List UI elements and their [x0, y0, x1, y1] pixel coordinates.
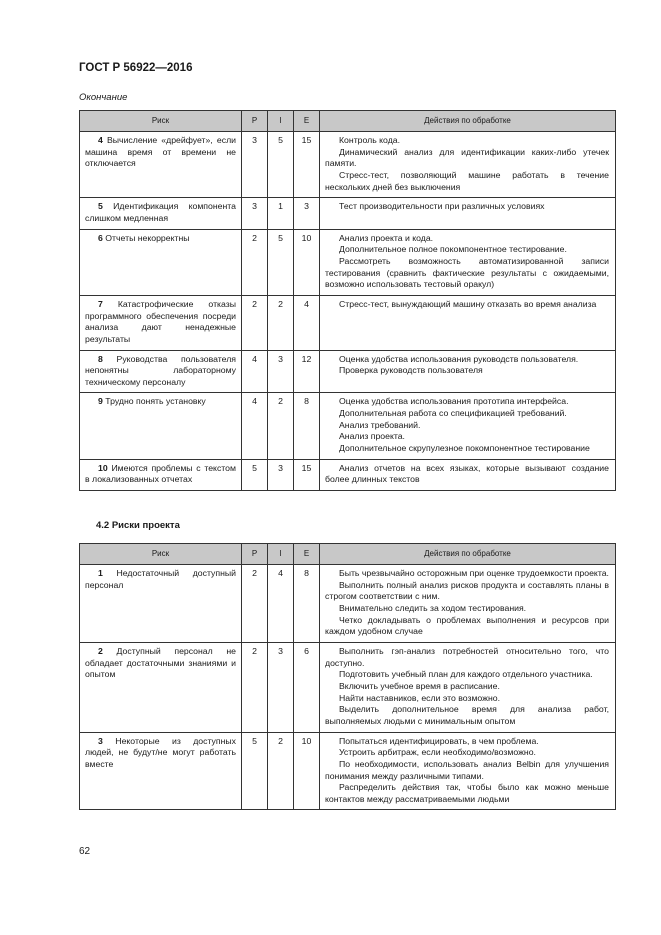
risk-number: 9 — [98, 396, 103, 407]
risk-text: Доступный персонал не обладает достаточными знаниями и опытом — [85, 645, 236, 680]
risk-number: 3 — [98, 735, 103, 746]
risk-text: Руководства пользователя непонятны лабораторному техническому персоналу — [85, 353, 236, 387]
risk-cell — [80, 198, 242, 229]
table-row — [80, 295, 616, 350]
action-item: Динамический анализ для идентификации каких-либо утечек памяти. — [325, 146, 609, 169]
action-item: Выполнить гэп-анализ потребностей относительно того, что доступно. — [325, 645, 609, 668]
value-e: 10 — [294, 229, 320, 295]
table-row — [80, 642, 616, 732]
header-i: I — [268, 544, 294, 565]
risk-cell — [80, 565, 242, 643]
value-p: 4 — [242, 350, 268, 393]
action-item: Оценка удобства использования прототипа интерфейса. — [339, 396, 569, 407]
risk-number: 5 — [98, 201, 103, 212]
table-continuation-caption: Окончание — [79, 92, 128, 103]
action-item: Распределить действия так, чтобы было как можно меньше контактов между рассматриваемыми людьми — [325, 782, 609, 804]
actions-cell — [320, 350, 616, 393]
action-item: Выделить дополнительное время для анализа работ, выполняемых людьми с минимальным опытом — [325, 704, 609, 726]
value-e: 8 — [294, 565, 320, 643]
actions-cell — [320, 132, 616, 198]
value-i: 4 — [268, 565, 294, 643]
risk-cell — [80, 229, 242, 295]
risk-cell — [80, 350, 242, 393]
value-p: 5 — [242, 459, 268, 490]
value-p: 2 — [242, 229, 268, 295]
value-e: 10 — [294, 732, 320, 810]
section-title: 4.2 Риски проекта — [96, 520, 180, 531]
action-item: Подготовить учебный план для каждого отдельного участника. — [339, 669, 593, 680]
value-i: 3 — [268, 642, 294, 732]
action-item: Попытаться идентифицировать, в чем проблема. — [339, 735, 539, 746]
action-item: Проверка руководств пользователя — [339, 365, 483, 376]
header-risk: Риск — [80, 111, 242, 132]
value-i: 5 — [268, 132, 294, 198]
value-i: 2 — [268, 393, 294, 459]
value-e: 15 — [294, 132, 320, 198]
actions-cell — [320, 565, 616, 643]
action-item: Найти наставников, если это возможно. — [339, 692, 501, 703]
action-item: Анализ отчетов на всех языках, которые вызывают создание более длинных текстов — [325, 462, 609, 485]
risk-cell — [80, 459, 242, 490]
header-actions: Действия по обработке — [320, 544, 616, 565]
action-item: Дополнительная работа со спецификацией требований. — [339, 408, 567, 419]
action-item: Устроить арбитраж, если необходимо/возможно. — [339, 747, 536, 758]
risk-text: Некоторые из доступных людей, не будут/не могут работать вместе — [85, 735, 236, 769]
risk-cell — [80, 132, 242, 198]
table-row — [80, 565, 616, 643]
risk-cell — [80, 642, 242, 732]
actions-cell — [320, 732, 616, 810]
risk-cell — [80, 732, 242, 810]
header-p: P — [242, 544, 268, 565]
action-item: Выполнить полный анализ рисков продукта и составлять планы в строгом соответствии с ним. — [325, 579, 609, 602]
risk-number: 4 — [98, 135, 103, 145]
value-p: 4 — [242, 393, 268, 459]
action-item: Рассмотреть возможность автоматизированной записи тестирования (сравнить фактические результаты с ожидаемыми, возможно использовать тестовый оракул) — [325, 255, 609, 290]
table-row — [80, 393, 616, 459]
risk-text: Имеются проблемы с текстом в локализованных отчетах — [85, 462, 236, 485]
page-number: 62 — [79, 846, 91, 857]
action-item: Контроль кода. — [339, 135, 401, 145]
risk-text: Отчеты некорректны — [105, 232, 190, 243]
actions-cell — [320, 198, 616, 229]
value-i: 2 — [268, 732, 294, 810]
action-item: Анализ требований. — [339, 419, 421, 430]
action-item: Включить учебное время в расписание. — [339, 680, 500, 691]
value-e: 12 — [294, 350, 320, 393]
risk-number: 8 — [98, 353, 103, 364]
table-header-row — [80, 111, 616, 132]
action-item: Четко докладывать о проблемах выполнения и ресурсов при каждом удобном случае — [325, 614, 609, 637]
table-row — [80, 459, 616, 490]
actions-cell — [320, 229, 616, 295]
table-row — [80, 198, 616, 229]
action-item: Внимательно следить за ходом тестирования. — [339, 602, 527, 613]
risk-text: Идентификация компонента слишком медленная — [85, 201, 236, 223]
action-item: Оценка удобства использования руководств пользователя. — [339, 353, 579, 364]
action-item: Дополнительное полное покомпонентное тестирование. — [339, 244, 567, 255]
header-i: I — [268, 111, 294, 132]
risk-number: 1 — [98, 568, 103, 578]
action-item: Стресс-тест, позволяющий машине работать в течение нескольких дней без выключения — [325, 169, 609, 192]
header-e: E — [294, 544, 320, 565]
actions-cell — [320, 459, 616, 490]
risk-number: 2 — [98, 645, 103, 656]
product-risks-table — [79, 110, 616, 491]
risk-number: 6 — [98, 232, 103, 243]
header-risk: Риск — [80, 544, 242, 565]
value-p: 5 — [242, 732, 268, 810]
risk-number: 7 — [98, 298, 103, 309]
value-e: 8 — [294, 393, 320, 459]
table-row — [80, 132, 616, 198]
value-i: 3 — [268, 350, 294, 393]
project-risks-table — [79, 543, 616, 810]
action-item: Анализ проекта. — [339, 431, 405, 442]
table-row — [80, 732, 616, 810]
value-e: 4 — [294, 295, 320, 350]
document-header: ГОСТ Р 56922—2016 — [79, 62, 193, 74]
actions-cell — [320, 642, 616, 732]
table-row — [80, 229, 616, 295]
action-item: Стресс-тест, вынуждающий машину отказать во время анализа — [339, 298, 597, 309]
risk-cell — [80, 393, 242, 459]
value-i: 1 — [268, 198, 294, 229]
actions-cell — [320, 393, 616, 459]
action-item: По необходимости, использовать анализ Belbin для улучшения понимания между различными типами. — [325, 758, 609, 781]
action-item: Быть чрезвычайно осторожным при оценке трудоемкости проекта. — [339, 568, 609, 578]
action-item: Тест производительности при различных условиях — [339, 201, 545, 212]
value-e: 6 — [294, 642, 320, 732]
table-row — [80, 350, 616, 393]
risk-text: Катастрофические отказы программного обеспечения посреди анализа дают ненадежные результаты — [85, 298, 236, 344]
header-e: E — [294, 111, 320, 132]
table-header-row — [80, 544, 616, 565]
value-p: 2 — [242, 565, 268, 643]
value-p: 3 — [242, 198, 268, 229]
value-p: 3 — [242, 132, 268, 198]
value-i: 3 — [268, 459, 294, 490]
value-i: 2 — [268, 295, 294, 350]
header-p: P — [242, 111, 268, 132]
value-e: 15 — [294, 459, 320, 490]
value-p: 2 — [242, 295, 268, 350]
action-item: Дополнительное скрупулезное покомпонентное тестирование — [339, 443, 590, 454]
value-e: 3 — [294, 198, 320, 229]
header-actions: Действия по обработке — [320, 111, 616, 132]
value-p: 2 — [242, 642, 268, 732]
actions-cell — [320, 295, 616, 350]
action-item: Анализ проекта и кода. — [339, 232, 434, 243]
risk-text: Недостаточный доступный персонал — [85, 568, 236, 590]
risk-number: 10 — [98, 462, 108, 473]
risk-text: Трудно понять установку — [105, 396, 206, 407]
risk-cell — [80, 295, 242, 350]
risk-text: Вычисление «дрейфует», если машина время от времени не отключается — [85, 135, 236, 169]
value-i: 5 — [268, 229, 294, 295]
